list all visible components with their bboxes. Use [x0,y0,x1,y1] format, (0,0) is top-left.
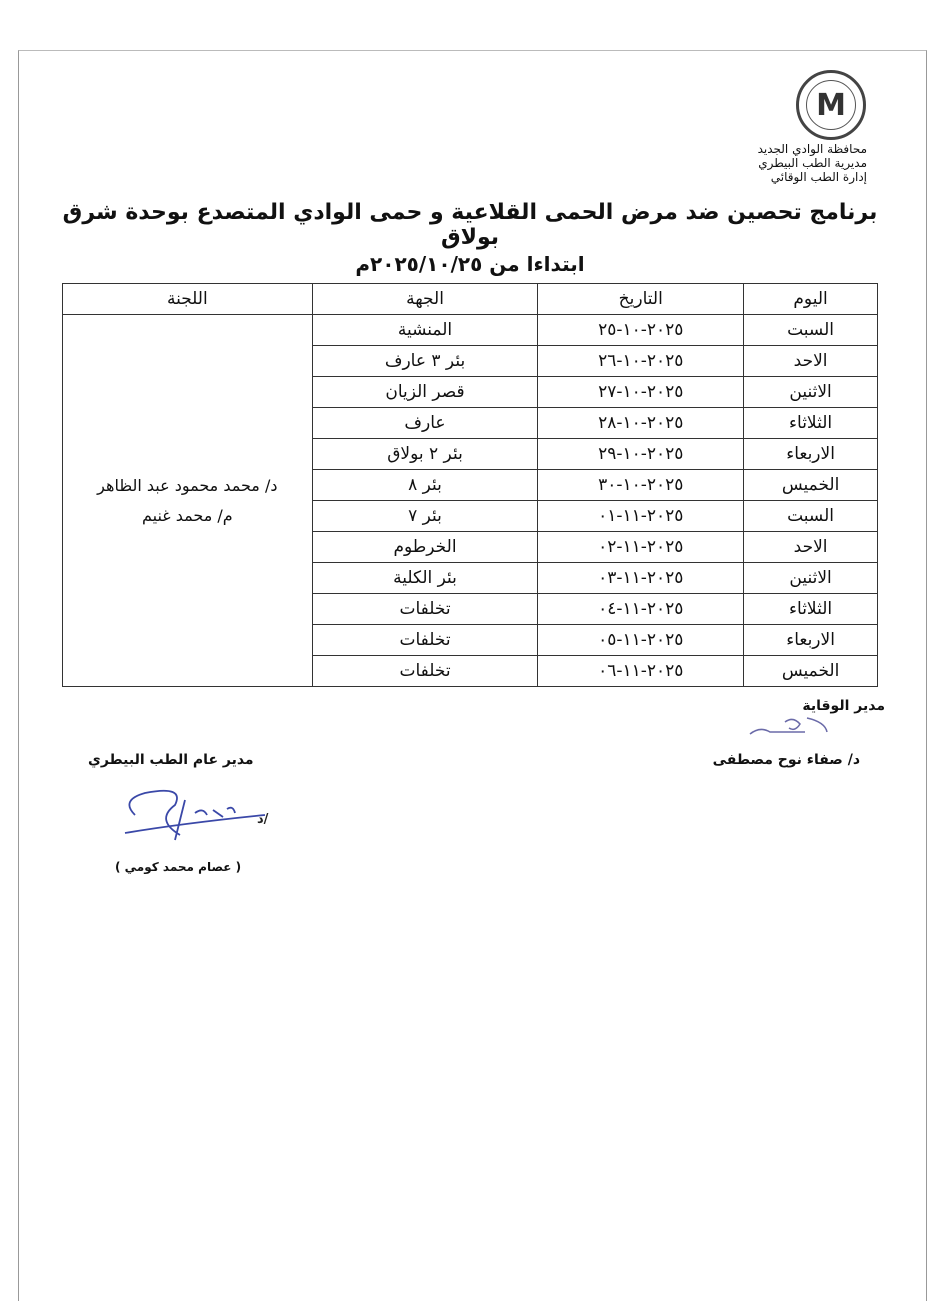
general-director-signature [115,785,285,845]
day-cell: السبت [744,501,878,532]
date-cell: ٢٠٢٥-١١-٠٦ [538,656,744,687]
day-cell: الثلاثاء [744,408,878,439]
place-cell: قصر الزيان [312,377,538,408]
header-place: الجهة [312,284,538,315]
header-date: التاريخ [538,284,744,315]
place-cell: بئر الكلية [312,563,538,594]
place-cell: بئر ٢ بولاق [312,439,538,470]
date-cell: ٢٠٢٥-١١-٠٤ [538,594,744,625]
place-cell: الخرطوم [312,532,538,563]
prevention-director-title: مدير الوقاية [802,698,885,714]
day-cell: الاربعاء [744,439,878,470]
day-cell: الثلاثاء [744,594,878,625]
general-director-title: مدير عام الطب البيطري [88,752,254,768]
org-line: مديرية الطب البيطري [758,156,867,170]
date-cell: ٢٠٢٥-١١-٠٥ [538,625,744,656]
place-cell: بئر ٣ عارف [312,346,538,377]
signature-prefix: د/ [257,812,269,827]
place-cell: تخلفات [312,625,538,656]
place-cell: بئر ٨ [312,470,538,501]
table-header-row [63,284,878,315]
date-cell: ٢٠٢٥-١٠-٢٧ [538,377,744,408]
schedule-table [62,283,878,687]
day-cell: الاثنين [744,377,878,408]
committee-member: د/ محمد محمود عبد الظاهر [97,475,278,495]
place-cell: تخلفات [312,594,538,625]
place-cell: بئر ٧ [312,501,538,532]
date-cell: ٢٠٢٥-١٠-٣٠ [538,470,744,501]
org-line: إدارة الطب الوقائي [770,170,867,184]
day-cell: الاحد [744,346,878,377]
organization-header [758,142,867,184]
org-line: محافظة الوادي الجديد [757,142,867,156]
day-cell: الخميس [744,656,878,687]
date-cell: ٢٠٢٥-١٠-٢٨ [538,408,744,439]
table-row [63,315,878,346]
date-cell: ٢٠٢٥-١٠-٢٥ [538,315,744,346]
committee-cell [63,315,313,687]
place-cell: عارف [312,408,538,439]
document-subtitle: ابتداءا من ٢٠٢٥/١٠/٢٥م [355,252,585,276]
day-cell: الاربعاء [744,625,878,656]
place-cell: تخلفات [312,656,538,687]
directorate-logo: M [796,70,866,140]
day-cell: السبت [744,315,878,346]
date-cell: ٢٠٢٥-١٠-٢٦ [538,346,744,377]
prevention-director-name: د/ صفاء نوح مصطفى [712,752,860,768]
day-cell: الاحد [744,532,878,563]
header-day: اليوم [744,284,878,315]
place-cell: المنشية [312,315,538,346]
day-cell: الاثنين [744,563,878,594]
general-director-name: ( عصام محمد كومي ) [115,860,242,874]
date-cell: ٢٠٢٥-١١-٠٢ [538,532,744,563]
document-title: برنامج تحصين ضد مرض الحمى القلاعية و حمى الوادي المتصدع بوحدة شرق بولاق [62,200,878,250]
day-cell: الخميس [744,470,878,501]
date-cell: ٢٠٢٥-١١-٠١ [538,501,744,532]
date-cell: ٢٠٢٥-١١-٠٣ [538,563,744,594]
committee-member: م/ محمد غنيم [141,505,233,525]
date-cell: ٢٠٢٥-١٠-٢٩ [538,439,744,470]
prevention-director-signature [745,712,835,742]
header-committee: اللجنة [63,284,313,315]
